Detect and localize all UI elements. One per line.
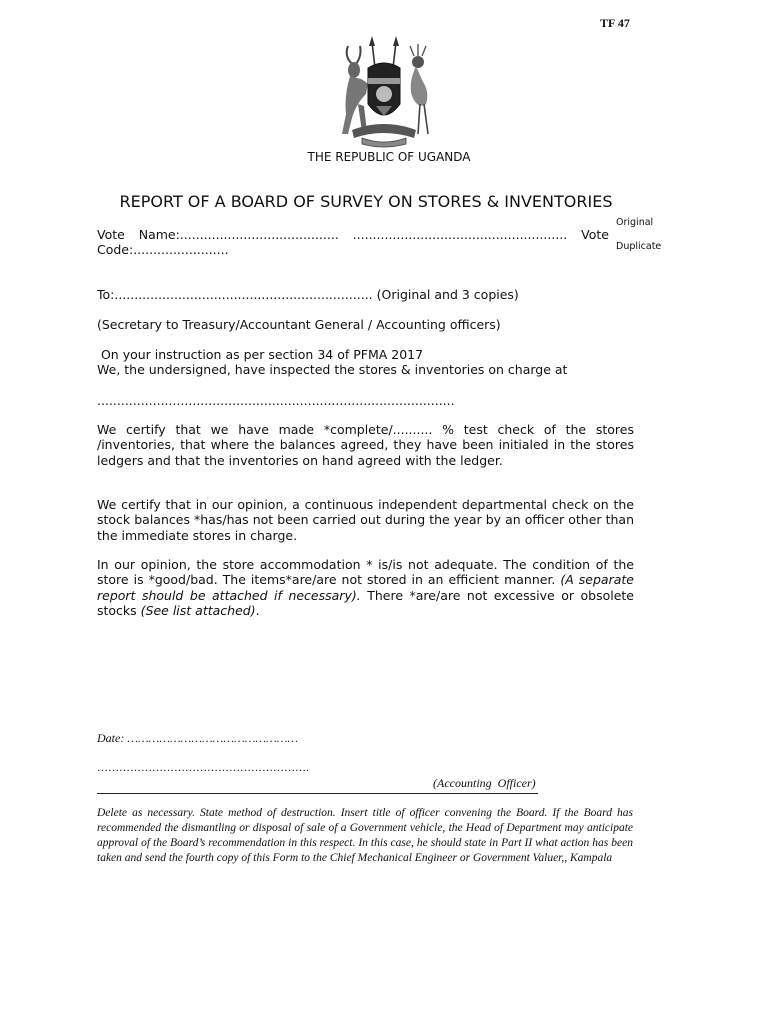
copy-tag-original: Original	[616, 217, 654, 228]
instruction-block	[97, 347, 634, 378]
certify-paragraph-2: We certify that in our opinion, a continuous independent departmental check on the stock balances *has/has not been carried out during the year by an officer other than the immediate stores in charge.	[97, 497, 634, 543]
to-line: To:................................................................. (Original and 3 copies)	[97, 287, 519, 302]
uganda-coat-of-arms-icon	[322, 34, 446, 152]
opinion-italic-1: (A separate report should be attached if necessary).	[97, 572, 634, 603]
opinion-text-2: There *are/are not excessive or obsolete stocks	[97, 587, 634, 618]
date-field: Date: …………………………………………	[97, 731, 299, 745]
signature-dots: ………………………………………………….	[97, 762, 309, 774]
copy-tag-duplicate: Duplicate	[616, 241, 662, 252]
opinion-paragraph	[97, 557, 634, 618]
location-dots: ..........................................................................................	[97, 393, 455, 408]
accounting-officer-label: (Accounting Officer)	[433, 776, 536, 790]
vote-line: Vote Name:........................................ ...................................................... Vote Code:........................	[97, 227, 609, 258]
opinion-italic-2: (See list attached)	[140, 602, 256, 618]
recipient-line: (Secretary to Treasury/Accountant General / Accounting officers)	[97, 317, 501, 332]
form-code: TF 47	[600, 16, 630, 30]
opinion-text-1: In our opinion, the store accommodation * is/is not adequate. The condition of the store is *good/bad. The items*are/are not stored in an efficient manner.	[97, 557, 634, 588]
opinion-text-3: .	[255, 602, 260, 618]
signature-line	[97, 793, 538, 794]
footnote: Delete as necessary. State method of destruction. Insert title of officer convening the Board. If the Board has recommended the dismantling or disposal of sale of a Government vehicle, the Head of Department may anticipate approval of the Board’s recommendation in this respect. In this case, he should state in Part II what action has been taken and send the fourth copy of this Form to the Chief Mechanical Engineer or Government Valuer,, Kampala	[97, 807, 633, 864]
instruction-line-2: We, the undersigned, have inspected the stores & inventories on charge at	[97, 362, 568, 378]
republic-heading: THE REPUBLIC OF UGANDA	[307, 150, 471, 164]
instruction-line-1: On your instruction as per section 34 of PFMA 2017	[97, 347, 424, 362]
certify-paragraph-1: We certify that we have made *complete/.......... % test check of the stores /inventories, that where the balances agreed, they have been initialed in the stores ledgers and that the inventories on hand agreed with the ledger.	[97, 422, 634, 468]
page-title: REPORT OF A BOARD OF SURVEY ON STORES & INVENTORIES	[119, 192, 613, 211]
